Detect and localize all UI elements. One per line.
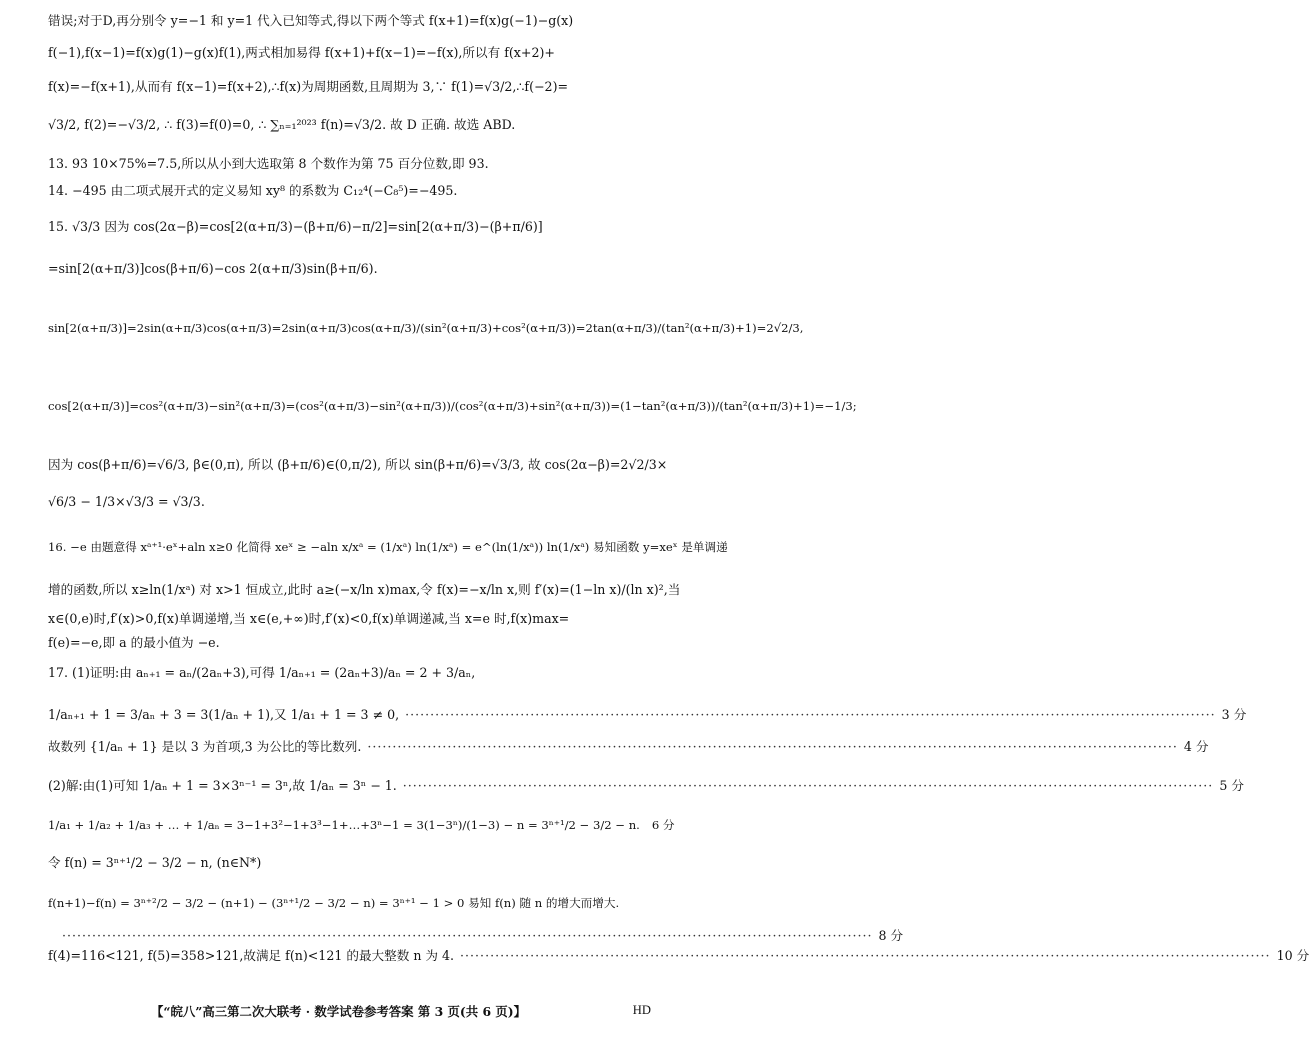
scored-line — [48, 739, 1209, 754]
answer-17: 17. (1)证明:由 aₙ₊₁ = aₙ/(2aₙ+3),可得 1/aₙ₊₁ = (2aₙ+3)/aₙ = 2 + 3/aₙ, — [48, 665, 476, 680]
score-label: 5 分 — [1219, 778, 1244, 793]
text-line: f(n+1)−f(n) = 3ⁿ⁺²/2 − 3/2 − (n+1) − (3ⁿ⁺¹/2 − 3/2 − n) = 3ⁿ⁺¹ − 1 > 0 易知 f(n) 随 n 的增大而增大. — [48, 896, 620, 910]
score-label: 4 分 — [1183, 739, 1209, 754]
scored-text: f(4)=116<121, f(5)=358>121,故满足 f(n)<121 的最大整数 n 为 4. — [48, 948, 455, 963]
scored-line — [48, 948, 1309, 963]
scored-line — [48, 818, 675, 832]
score-label: 3 分 — [1221, 707, 1247, 722]
scored-line — [62, 928, 904, 943]
scored-text: (2)解:由(1)可知 1/aₙ + 1 = 3×3ⁿ⁻¹ = 3ⁿ,故 1/aₙ = 3ⁿ − 1. — [48, 778, 397, 793]
text-line: 因为 cos(β+π/6)=√6/3, β∈(0,π), 所以 (β+π/6)∈(0,π/2), 所以 sin(β+π/6)=√3/3, 故 cos(2α−β)=2√2/3× — [48, 457, 668, 472]
leader-dots — [460, 949, 1271, 963]
text-line: =sin[2(α+π/3)]cos(β+π/6)−cos 2(α+π/3)sin(β+π/6). — [48, 261, 378, 276]
leader-dots — [367, 740, 1178, 754]
scored-text: 1/a₁ + 1/a₂ + 1/a₃ + … + 1/aₙ = 3−1+3²−1+3³−1+…+3ⁿ−1 = 3(1−3ⁿ)/(1−3) − n = 3ⁿ⁺¹/2 − 3/2 − n. — [48, 818, 640, 832]
formula-sin: sin[2(α+π/3)]=2sin(α+π/3)cos(α+π/3)=2sin(α+π/3)cos(α+π/3)/(sin²(α+π/3)+cos²(α+π/3))=2tan(α+π/3)/(tan²(α+π/3)+1)=2√2/3, — [48, 321, 804, 335]
answer-15: 15. √3/3 因为 cos(2α−β)=cos[2(α+π/3)−(β+π/6)−π/2]=sin[2(α+π/3)−(β+π/6)] — [48, 219, 543, 234]
scored-line — [48, 707, 1247, 722]
page-footer: 【“皖八”高三第二次大联考 · 数学试卷参考答案 第 3 页(共 6 页)】 — [150, 1004, 527, 1019]
text-line: f(−1),f(x−1)=f(x)g(1)−g(x)f(1),两式相加易得 f(x+1)+f(x−1)=−f(x),所以有 f(x+2)+ — [48, 45, 555, 60]
answer-13: 13. 93 10×75%=7.5,所以从小到大选取第 8 个数作为第 75 百分位数,即 93. — [48, 156, 489, 171]
text-line: 令 f(n) = 3ⁿ⁺¹/2 − 3/2 − n, (n∈N*) — [48, 855, 262, 870]
score-label: 8 分 — [878, 928, 904, 943]
text-line: √6/3 − 1/3×√3/3 = √3/3. — [48, 494, 205, 509]
formula-cos: cos[2(α+π/3)]=cos²(α+π/3)−sin²(α+π/3)=(cos²(α+π/3)−sin²(α+π/3))/(cos²(α+π/3)+sin²(α+π/3))=(1−tan²(α+π/3))/(tan²(α+π/3)+1)=−1/3; — [48, 399, 857, 413]
text-line: √3/2, f(2)=−√3/2, ∴ f(3)=f(0)=0, ∴ ∑ₙ₌₁²⁰²³ f(n)=√3/2. 故 D 正确. 故选 ABD. — [48, 117, 516, 132]
text-line: f(x)=−f(x+1),从而有 f(x−1)=f(x+2),∴f(x)为周期函数,且周期为 3,∵ f(1)=√3/2,∴f(−2)= — [48, 79, 569, 94]
text-line: x∈(0,e)时,f′(x)>0,f(x)单调递增,当 x∈(e,+∞)时,f′(x)<0,f(x)单调递减,当 x=e 时,f(x)max= — [48, 611, 570, 626]
leader-dots — [405, 708, 1216, 722]
scored-line — [48, 778, 1244, 793]
leader-dots — [403, 779, 1214, 793]
score-label: 10 分 — [1276, 948, 1309, 963]
text-line: 错误;对于D,再分别令 y=−1 和 y=1 代入已知等式,得以下两个等式 f(x+1)=f(x)g(−1)−g(x) — [48, 13, 574, 28]
scored-text: 1/aₙ₊₁ + 1 = 3/aₙ + 3 = 3(1/aₙ + 1),又 1/a₁ + 1 = 3 ≠ 0, — [48, 707, 400, 722]
leader-dots — [62, 929, 873, 943]
text-line: f(e)=−e,即 a 的最小值为 −e. — [48, 635, 220, 650]
scored-text: 故数列 {1/aₙ + 1} 是以 3 为首项,3 为公比的等比数列. — [48, 739, 362, 754]
text-line: 增的函数,所以 x≥ln(1/xᵃ) 对 x>1 恒成立,此时 a≥(−x/ln x)max,令 f(x)=−x/ln x,则 f′(x)=(1−ln x)/(ln x)²,当 — [48, 582, 681, 597]
footer-code: HD — [632, 1003, 651, 1017]
score-label: 6 分 — [651, 818, 675, 832]
answer-16: 16. −e 由题意得 xᵃ⁺¹·eˣ+aln x≥0 化简得 xeˣ ≥ −aln x/xᵃ = (1/xᵃ) ln(1/xᵃ) = e^(ln(1/xᵃ)) ln(1/xᵃ) 易知函数 y=xeˣ 是单调递 — [48, 540, 728, 554]
answer-14: 14. −495 由二项式展开式的定义易知 xy⁸ 的系数为 C₁₂⁴(−C₈⁵)=−495. — [48, 183, 458, 198]
